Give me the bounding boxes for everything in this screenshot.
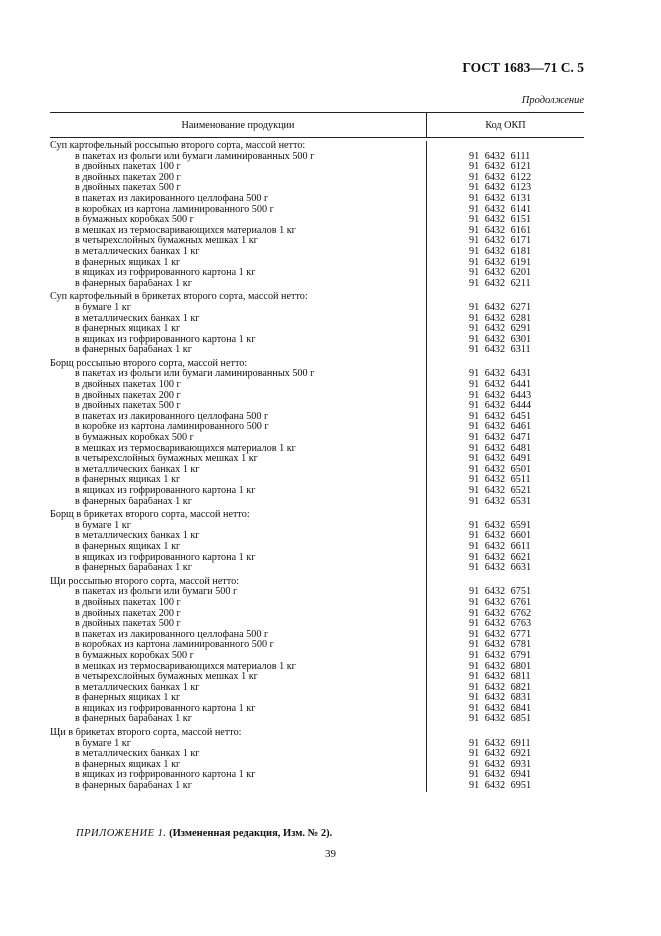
product-name: в двойных пакетах 200 г bbox=[75, 608, 181, 619]
product-group bbox=[50, 577, 584, 725]
okp-code: 91 6432 6911 bbox=[469, 737, 531, 749]
table-row bbox=[50, 781, 584, 792]
okp-code: 91 6432 6631 bbox=[469, 562, 532, 574]
product-name: в ящиках из гофрированного картона 1 кг bbox=[75, 770, 256, 781]
product-name: в бумажных коробках 500 г bbox=[75, 650, 194, 661]
amendment-text: (Измененная редакция, Изм. № 2). bbox=[169, 828, 333, 839]
table-row bbox=[50, 303, 584, 314]
okp-code: 91 6432 6811 bbox=[469, 671, 531, 683]
product-group bbox=[50, 510, 584, 574]
column-header-name: Наименование продукции bbox=[181, 119, 295, 131]
product-name: в фанерных барабанах 1 кг bbox=[75, 563, 192, 574]
okp-code: 91 6432 6481 bbox=[469, 442, 532, 454]
okp-code: 91 6432 6511 bbox=[469, 474, 531, 486]
table-row bbox=[50, 542, 584, 553]
okp-code: 91 6432 6141 bbox=[469, 203, 532, 215]
product-name: в двойных пакетах 500 г bbox=[75, 619, 181, 630]
product-group bbox=[50, 728, 584, 792]
product-name: в ящиках из гофрированного картона 1 кг bbox=[75, 552, 256, 563]
table-row bbox=[50, 345, 584, 356]
product-name: в двойных пакетах 100 г bbox=[75, 162, 181, 173]
okp-code: 91 6432 6201 bbox=[469, 267, 532, 279]
okp-code: 91 6432 6181 bbox=[469, 245, 532, 257]
appendix-label: ПРИЛОЖЕНИЕ 1. bbox=[76, 828, 167, 839]
table-row bbox=[50, 563, 584, 574]
column-divider bbox=[426, 141, 427, 792]
table-body bbox=[50, 141, 584, 792]
product-name: в двойных пакетах 500 г bbox=[75, 183, 181, 194]
product-code-table bbox=[50, 112, 584, 792]
table-header bbox=[50, 112, 584, 138]
product-name: в фанерных барабанах 1 кг bbox=[75, 496, 192, 507]
okp-code: 91 6432 6491 bbox=[469, 453, 532, 465]
table-row bbox=[50, 651, 584, 662]
amendment-note bbox=[76, 828, 332, 839]
okp-code: 91 6432 6123 bbox=[469, 182, 532, 194]
okp-code: 91 6432 6941 bbox=[469, 769, 532, 781]
product-name: в коробках из картона ламинированного 500 г bbox=[75, 640, 274, 651]
group-title: Суп картофельный в брикетах второго сорта, массой нетто: bbox=[50, 292, 308, 303]
product-name: в пакетах из лакированного целлофана 500 г bbox=[75, 629, 269, 640]
group-title: Щи в брикетах второго сорта, массой нетто: bbox=[50, 728, 242, 739]
product-name: в бумажных коробках 500 г bbox=[75, 215, 194, 226]
product-name: в ящиках из гофрированного картона 1 кг bbox=[75, 268, 256, 279]
product-name: в коробках из картона ламинированного 500 г bbox=[75, 204, 274, 215]
product-name: в ящиках из гофрированного картона 1 кг bbox=[75, 486, 256, 496]
okp-code: 91 6432 6121 bbox=[469, 161, 532, 173]
product-name: в ящиках из гофрированного картона 1 кг bbox=[75, 334, 256, 345]
product-name: в пакетах из фольги или бумаги ламинированных 500 г bbox=[75, 369, 315, 380]
okp-code: 91 6432 6851 bbox=[469, 713, 532, 725]
column-header-code: Код ОКП bbox=[426, 113, 584, 137]
okp-code: 91 6432 6621 bbox=[469, 551, 532, 563]
product-name: в металлических банках 1 кг bbox=[75, 313, 200, 324]
table-row bbox=[50, 598, 584, 609]
okp-code: 91 6432 6763 bbox=[469, 618, 532, 630]
okp-code: 91 6432 6751 bbox=[469, 586, 532, 598]
table-row bbox=[50, 194, 584, 205]
okp-code: 91 6432 6111 bbox=[469, 150, 531, 162]
product-name: в фанерных барабанах 1 кг bbox=[75, 278, 192, 289]
okp-code: 91 6432 6122 bbox=[469, 171, 532, 183]
table-row bbox=[50, 497, 584, 508]
page-number: 39 bbox=[325, 848, 336, 860]
product-group bbox=[50, 359, 584, 507]
okp-code: 91 6432 6443 bbox=[469, 389, 532, 401]
table-row bbox=[50, 714, 584, 725]
group-title: Суп картофельный россыпью второго сорта, массой нетто: bbox=[50, 141, 306, 151]
okp-code: 91 6432 6611 bbox=[469, 540, 531, 552]
product-name: в бумаге 1 кг bbox=[75, 520, 131, 531]
okp-code: 91 6432 6191 bbox=[469, 256, 532, 268]
okp-code: 91 6432 6281 bbox=[469, 312, 532, 324]
okp-code: 91 6432 6601 bbox=[469, 530, 532, 542]
continuation-label: Продолжение bbox=[521, 95, 584, 106]
product-name: в металлических банках 1 кг bbox=[75, 749, 200, 760]
group-title: Щи россыпью второго сорта, массой нетто: bbox=[50, 576, 240, 587]
okp-code: 91 6432 6441 bbox=[469, 379, 532, 391]
okp-code: 91 6432 6791 bbox=[469, 649, 532, 661]
product-name: в четырехслойных бумажных мешках 1 кг bbox=[75, 672, 258, 683]
okp-code: 91 6432 6311 bbox=[469, 344, 531, 356]
group-title-row bbox=[50, 141, 584, 152]
okp-code: 91 6432 6471 bbox=[469, 432, 532, 444]
okp-code: 91 6432 6161 bbox=[469, 224, 532, 236]
group-title: Борщ в брикетах второго сорта, массой нетто: bbox=[50, 510, 250, 521]
product-name: в пакетах из лакированного целлофана 500 г bbox=[75, 193, 269, 204]
product-name: в фанерных барабанах 1 кг bbox=[75, 345, 192, 356]
product-name: в пакетах из фольги или бумаги 500 г bbox=[75, 587, 238, 598]
group-title: Борщ россыпью второго сорта, массой нетто: bbox=[50, 358, 248, 369]
okp-code: 91 6432 6921 bbox=[469, 748, 532, 760]
okp-code: 91 6432 6291 bbox=[469, 323, 532, 335]
product-group bbox=[50, 141, 584, 289]
okp-code: 91 6432 6151 bbox=[469, 214, 532, 226]
okp-code: 91 6432 6444 bbox=[469, 400, 532, 412]
okp-code: 91 6432 6271 bbox=[469, 301, 532, 313]
okp-code: 91 6432 6531 bbox=[469, 495, 532, 507]
product-name: в ящиках из гофрированного картона 1 кг bbox=[75, 703, 256, 714]
standard-header: ГОСТ 1683—71 С. 5 bbox=[462, 60, 584, 75]
okp-code: 91 6432 6171 bbox=[469, 235, 532, 247]
okp-code: 91 6432 6501 bbox=[469, 463, 532, 475]
table-row bbox=[50, 279, 584, 290]
product-name: в фанерных ящиках 1 кг bbox=[75, 693, 181, 704]
product-name: в металлических банках 1 кг bbox=[75, 531, 200, 542]
table-row bbox=[50, 486, 584, 497]
product-name: в четырехслойных бумажных мешках 1 кг bbox=[75, 454, 258, 465]
product-name: в двойных пакетах 100 г bbox=[75, 597, 181, 608]
product-name: в мешках из термосваривающихся материалов 1 кг bbox=[75, 661, 296, 672]
okp-code: 91 6432 6521 bbox=[469, 485, 532, 496]
okp-code: 91 6432 6762 bbox=[469, 607, 532, 619]
okp-code: 91 6432 6951 bbox=[469, 780, 532, 792]
okp-code: 91 6432 6211 bbox=[469, 277, 531, 289]
product-name: в металлических банках 1 кг bbox=[75, 464, 200, 475]
product-group bbox=[50, 292, 584, 356]
okp-code: 91 6432 6931 bbox=[469, 758, 532, 770]
product-name: в пакетах из лакированного целлофана 500 г bbox=[75, 411, 269, 422]
product-name: в металлических банках 1 кг bbox=[75, 682, 200, 693]
okp-code: 91 6432 6761 bbox=[469, 596, 532, 608]
product-name: в двойных пакетах 500 г bbox=[75, 401, 181, 412]
product-name: в бумаге 1 кг bbox=[75, 738, 131, 749]
table-row bbox=[50, 247, 584, 258]
product-name: в четырехслойных бумажных мешках 1 кг bbox=[75, 236, 258, 247]
product-name: в коробке из картона ламинированного 500 г bbox=[75, 422, 269, 433]
okp-code: 91 6432 6461 bbox=[469, 421, 532, 433]
product-name: в бумаге 1 кг bbox=[75, 302, 131, 313]
okp-code: 91 6432 6841 bbox=[469, 702, 532, 714]
okp-code: 91 6432 6781 bbox=[469, 639, 532, 651]
product-name: в фанерных ящиках 1 кг bbox=[75, 324, 181, 335]
product-name: в фанерных ящиках 1 кг bbox=[75, 257, 181, 268]
product-name: в фанерных барабанах 1 кг bbox=[75, 781, 192, 792]
okp-code: 91 6432 6801 bbox=[469, 660, 532, 672]
okp-code: 91 6432 6301 bbox=[469, 333, 532, 345]
product-name: в двойных пакетах 100 г bbox=[75, 380, 181, 391]
okp-code: 91 6432 6591 bbox=[469, 519, 532, 531]
product-name: в пакетах из фольги или бумаги ламинированных 500 г bbox=[75, 151, 315, 162]
product-name: в мешках из термосваривающихся материалов 1 кг bbox=[75, 443, 296, 454]
okp-code: 91 6432 6451 bbox=[469, 410, 532, 422]
product-name: в фанерных ящиках 1 кг bbox=[75, 759, 181, 770]
product-name: в фанерных ящиках 1 кг bbox=[75, 475, 181, 486]
product-name: в двойных пакетах 200 г bbox=[75, 172, 181, 183]
okp-code: 91 6432 6821 bbox=[469, 681, 532, 693]
okp-code: 91 6432 6131 bbox=[469, 192, 532, 204]
okp-code: 91 6432 6831 bbox=[469, 692, 532, 704]
okp-code: 91 6432 6771 bbox=[469, 628, 532, 640]
product-name: в фанерных ящиках 1 кг bbox=[75, 541, 181, 552]
product-name: в двойных пакетах 200 г bbox=[75, 390, 181, 401]
product-name: в мешках из термосваривающихся материалов 1 кг bbox=[75, 225, 296, 236]
okp-code: 91 6432 6431 bbox=[469, 368, 532, 380]
product-name: в бумажных коробках 500 г bbox=[75, 433, 194, 444]
product-name: в фанерных барабанах 1 кг bbox=[75, 714, 192, 725]
product-name: в металлических банках 1 кг bbox=[75, 246, 200, 257]
